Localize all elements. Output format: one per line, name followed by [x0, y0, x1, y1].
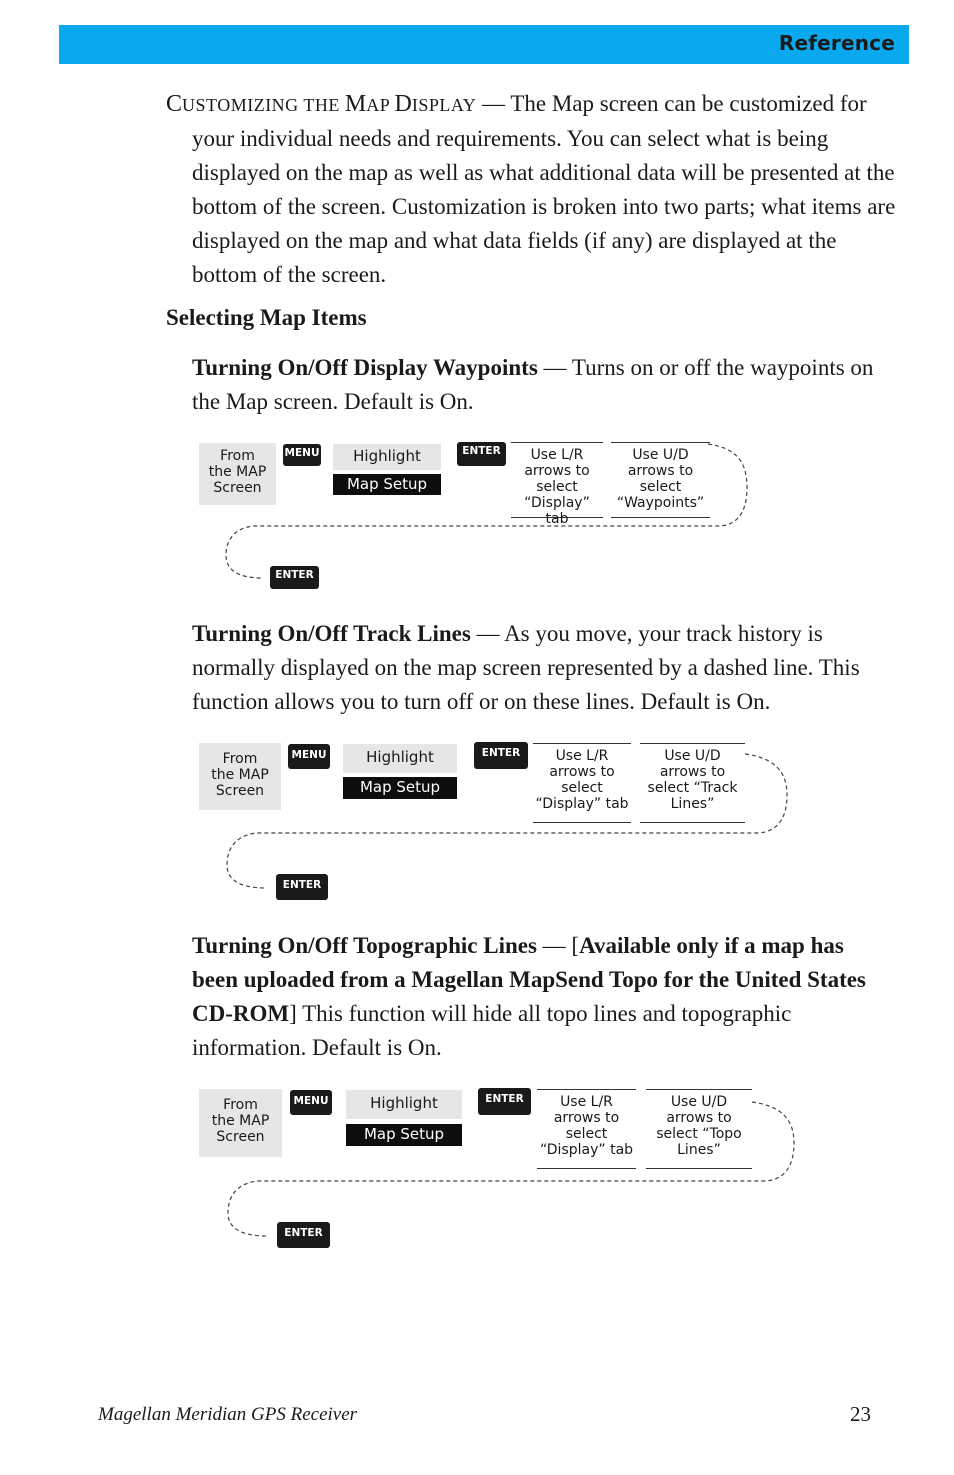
header-bar	[59, 25, 909, 64]
step-select-display-tab: Use L/R arrows to select “Display” tab	[533, 743, 631, 823]
item-text-rest: ] This function will hide all topo lines and topographic information. Default is On.	[192, 1001, 792, 1060]
item-text: — [	[536, 933, 580, 958]
step-select-track-lines: Use U/D arrows to select “Track Lines”	[640, 743, 745, 823]
header-title: Reference	[778, 31, 895, 55]
step-select-topo-lines: Use U/D arrows to select “Topo Lines”	[646, 1089, 752, 1169]
enter-key: ENTER	[457, 442, 506, 466]
footer-title: Magellan Meridian GPS Receiver	[98, 1404, 358, 1425]
page-number: 23	[850, 1402, 871, 1426]
flow-connector	[0, 1086, 954, 1251]
flow-diagram-track-lines	[0, 740, 954, 905]
step-select-display-tab: Use L/R arrows to select “Display” tab	[511, 442, 603, 518]
item-waypoints	[192, 351, 880, 419]
section-title: CUSTOMIZING THE MAP DISPLAY	[166, 91, 477, 117]
item-note: Available only if a map has been uploaded from a Magellan MapSend Topo for the United States CD-ROM	[192, 933, 866, 1026]
from-map-screen-box: From the MAP Screen	[199, 743, 281, 810]
item-text: — As you move, your track history is normally displayed on the map screen represented by a dashed line. This function allows you to turn off or on these lines. Default is On.	[192, 621, 860, 714]
item-title: Turning On/Off Topographic Lines	[192, 933, 537, 958]
section-dash: —	[476, 91, 511, 116]
menu-key: MENU	[290, 1090, 332, 1115]
highlight-label: Highlight	[343, 744, 457, 773]
section-lead: The Map screen can be customized for your individual needs and requirements. You can select what is being displayed on the map as well as what additional data will be presented at the bottom of the screen. Customization is broken into two parts; what items are displayed on the map and what data fields (if any) are displayed at the bottom of the screen.	[192, 91, 896, 287]
menu-key: MENU	[288, 744, 330, 769]
final-enter-key: ENTER	[277, 1222, 330, 1248]
menu-key: MENU	[283, 444, 321, 466]
flow-diagram-waypoints	[0, 440, 954, 590]
flow-diagram-topo-lines	[0, 1086, 954, 1251]
from-map-screen-box: From the MAP Screen	[199, 443, 276, 505]
final-enter-key: ENTER	[276, 874, 328, 900]
from-map-screen-box: From the MAP Screen	[199, 1089, 282, 1157]
item-track-lines	[192, 617, 880, 719]
highlight-label: Highlight	[346, 1090, 462, 1119]
item-title: Turning On/Off Track Lines	[192, 621, 471, 646]
item-title: Turning On/Off Display Waypoints	[192, 355, 538, 380]
highlight-label: Highlight	[333, 444, 441, 470]
map-setup-menu-item: Map Setup	[333, 474, 441, 495]
section-intro-paragraph	[166, 87, 904, 292]
subheading: Selecting Map Items	[166, 305, 367, 330]
item-topo-lines	[192, 929, 880, 1065]
map-setup-menu-item: Map Setup	[346, 1124, 462, 1146]
map-setup-menu-item: Map Setup	[343, 777, 457, 799]
final-enter-key: ENTER	[270, 566, 319, 589]
step-select-waypoints: Use U/D arrows to select “Waypoints”	[611, 442, 710, 518]
step-select-display-tab: Use L/R arrows to select “Display” tab	[537, 1089, 636, 1169]
enter-key: ENTER	[478, 1088, 531, 1115]
item-text: — Turns on or off the waypoints on the Map screen. Default is On.	[192, 355, 874, 414]
enter-key: ENTER	[474, 742, 528, 769]
